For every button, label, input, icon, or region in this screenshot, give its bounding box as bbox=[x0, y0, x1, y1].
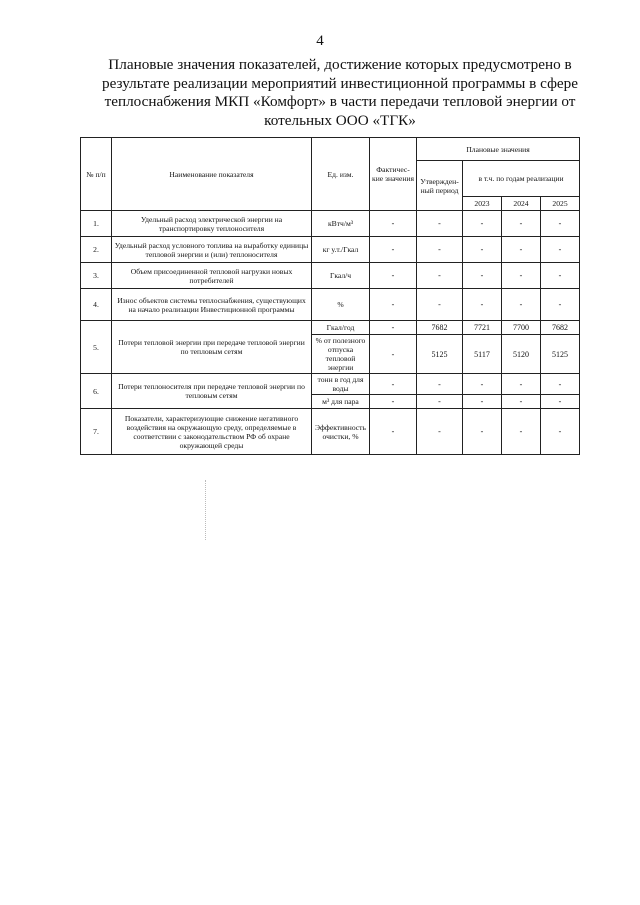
row-value: 7682 bbox=[541, 321, 580, 335]
row-value: - bbox=[541, 211, 580, 237]
row-value: 7721 bbox=[463, 321, 502, 335]
row-value: - bbox=[541, 409, 580, 455]
row-value: - bbox=[417, 263, 463, 289]
row-unit: кВтч/м³ bbox=[312, 211, 370, 237]
row-number: 6. bbox=[81, 374, 112, 409]
row-value: - bbox=[370, 263, 417, 289]
row-value: - bbox=[370, 395, 417, 409]
row-value: - bbox=[502, 263, 541, 289]
row-number: 7. bbox=[81, 409, 112, 455]
row-value: - bbox=[463, 374, 502, 395]
header-by-years: в т.ч. по годам реализации bbox=[463, 161, 580, 197]
table-row bbox=[81, 237, 580, 263]
row-number: 4. bbox=[81, 289, 112, 321]
table-row bbox=[81, 211, 580, 237]
row-value: - bbox=[370, 289, 417, 321]
row-indicator-name: Показатели, характеризующие снижение негативного воздействия на окружающую среду, определяемые в соответствии с законодательством РФ об охране окружающей среды bbox=[112, 409, 312, 455]
row-value: - bbox=[502, 409, 541, 455]
row-indicator-name: Потери тепловой энергии при передаче тепловой энергии по тепловым сетям bbox=[112, 321, 312, 374]
row-unit: % от полезного отпуска тепловой энергии bbox=[312, 335, 370, 374]
row-value: - bbox=[463, 409, 502, 455]
header-num: № п/п bbox=[81, 138, 112, 211]
row-value: 5120 bbox=[502, 335, 541, 374]
row-value: - bbox=[370, 374, 417, 395]
row-value: - bbox=[541, 374, 580, 395]
header-actual: Фактичес-кие значения bbox=[370, 138, 417, 211]
header-year-2024: 2024 bbox=[502, 197, 541, 211]
header-approved: Утвержден-ный период bbox=[417, 161, 463, 211]
row-value: - bbox=[502, 289, 541, 321]
row-value: - bbox=[541, 395, 580, 409]
row-unit: Эффективность очистки, % bbox=[312, 409, 370, 455]
row-value: - bbox=[463, 289, 502, 321]
row-indicator-name: Объем присоединенной тепловой нагрузки новых потребителей bbox=[112, 263, 312, 289]
row-indicator-name: Удельный расход условного топлива на выработку единицы тепловой энергии и (или) теплоносителя bbox=[112, 237, 312, 263]
table-row bbox=[81, 374, 580, 395]
row-value: - bbox=[502, 395, 541, 409]
row-unit: кг у.т./Гкал bbox=[312, 237, 370, 263]
row-value: - bbox=[370, 335, 417, 374]
row-value: - bbox=[370, 321, 417, 335]
indicators-table bbox=[80, 137, 580, 455]
header-year-2023: 2023 bbox=[463, 197, 502, 211]
row-value: 7682 bbox=[417, 321, 463, 335]
table-row bbox=[81, 263, 580, 289]
row-indicator-name: Удельный расход электрической энергии на транспортировку теплоносителя bbox=[112, 211, 312, 237]
header-year-2025: 2025 bbox=[541, 197, 580, 211]
row-unit: м³ для пара bbox=[312, 395, 370, 409]
header-name: Наименование показателя bbox=[112, 138, 312, 211]
row-value: - bbox=[502, 237, 541, 263]
row-number: 2. bbox=[81, 237, 112, 263]
row-value: - bbox=[463, 263, 502, 289]
row-value: - bbox=[417, 237, 463, 263]
page-number: 4 bbox=[316, 33, 324, 49]
table-row bbox=[81, 289, 580, 321]
row-value: - bbox=[417, 289, 463, 321]
row-number: 3. bbox=[81, 263, 112, 289]
row-value: - bbox=[370, 211, 417, 237]
row-number: 1. bbox=[81, 211, 112, 237]
row-value: 5117 bbox=[463, 335, 502, 374]
row-value: - bbox=[417, 211, 463, 237]
row-value: - bbox=[463, 395, 502, 409]
row-value: - bbox=[417, 395, 463, 409]
row-value: - bbox=[417, 409, 463, 455]
header-unit: Ед. изм. bbox=[312, 138, 370, 211]
row-unit: % bbox=[312, 289, 370, 321]
row-value: 5125 bbox=[541, 335, 580, 374]
row-value: - bbox=[463, 237, 502, 263]
row-indicator-name: Износ объектов системы теплоснабжения, существующих на начало реализации Инвестиционной программы bbox=[112, 289, 312, 321]
row-value: - bbox=[417, 374, 463, 395]
header-planned: Плановые значения bbox=[417, 138, 580, 161]
table-row bbox=[81, 409, 580, 455]
row-value: - bbox=[541, 289, 580, 321]
row-unit: Гкал/год bbox=[312, 321, 370, 335]
scan-artifact bbox=[205, 480, 208, 540]
row-value: - bbox=[370, 409, 417, 455]
row-value: - bbox=[502, 211, 541, 237]
table-row bbox=[81, 321, 580, 335]
row-unit: Гкал/ч bbox=[312, 263, 370, 289]
row-unit: тонн в год для воды bbox=[312, 374, 370, 395]
row-value: - bbox=[370, 237, 417, 263]
row-value: - bbox=[463, 211, 502, 237]
row-value: 5125 bbox=[417, 335, 463, 374]
row-value: - bbox=[541, 263, 580, 289]
row-value: - bbox=[502, 374, 541, 395]
row-number: 5. bbox=[81, 321, 112, 374]
row-value: - bbox=[541, 237, 580, 263]
row-value: 7700 bbox=[502, 321, 541, 335]
document-title: Плановые значения показателей, достижение которых предусмотрено в результате реализации мероприятий инвестиционной программы в сфере теплоснабжения МКП «Комфорт» в части передачи тепловой энергии от котельных ООО «ТГК» bbox=[102, 56, 578, 129]
row-indicator-name: Потери теплоносителя при передаче тепловой энергии по тепловым сетям bbox=[112, 374, 312, 409]
